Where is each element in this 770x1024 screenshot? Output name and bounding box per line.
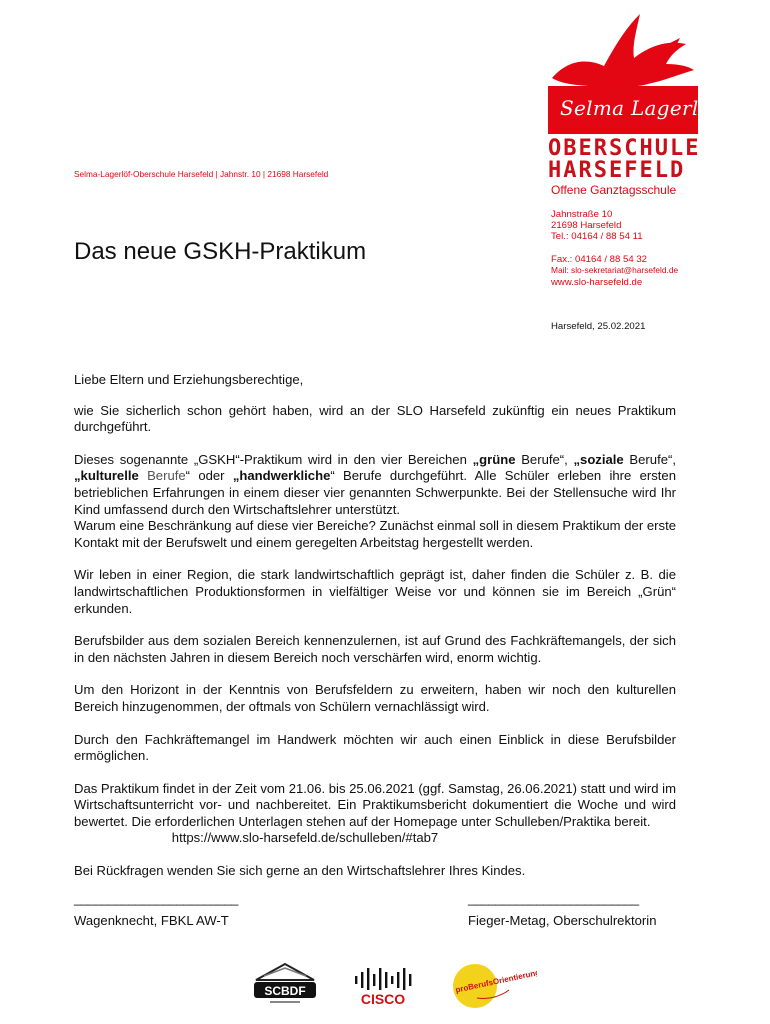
school-subtitle: Offene Ganztagsschule [551,183,677,197]
paragraph-gruen: Wir leben in einer Region, die stark landwirtschaftlich geprägt ist, daher finden die Schüler z. B. die landwirtschaftlichen Produktionsformen in vielfältiger Weise vor und können sie im Bereich „Grün“ erkunden. [74,567,676,616]
sender-line: Selma-Lagerlöf-Oberschule Harsefeld | Jahnstr. 10 | 21698 Harsefeld [74,169,329,179]
signature-line-right: _________________________ [468,891,639,906]
paragraph-intro: wie Sie sicherlich schon gehört haben, wird an der SLO Harsefeld zukünftig ein neues Praktikum durchgeführt. [74,402,676,435]
logo-line-1: OBERSCHULE [548,136,701,161]
salutation: Liebe Eltern und Erziehungsberechtige, [74,372,304,387]
school-logo [548,8,719,184]
paragraph-kultur: Um den Horizont in der Kenntnis von Berufsfeldern zu erweitern, haben wir noch den kulturellen Bereich hinzugenommen, der oftmals von Schülern vernachlässigt wird. [74,682,676,714]
paragraph-handwerk: Durch den Fachkräftemangel im Handwerk möchten wir auch einen Einblick in diese Berufsbilder ermöglichen. [74,731,676,764]
address-fax: Fax.: 04164 / 88 54 32 [551,254,648,265]
paragraph-rueckfragen: Bei Rückfragen wenden Sie sich gerne an den Wirtschaftslehrer Ihres Kindes. [74,863,526,879]
bold-gruene: „grüne [472,451,516,467]
proberufsorientierung-logo [447,960,537,1010]
cisco-logo-icon [347,966,425,1006]
address-phone: Tel.: 04164 / 88 54 11 [551,231,643,242]
signature-line-left: ________________________ [74,891,238,906]
letter-date: Harsefeld, 25.02.2021 [551,321,646,332]
scbdf-logo [250,962,320,1006]
bold-kulturelle: „kulturelle [74,468,139,484]
logo-script-text: Selma Lagerlöf [560,96,719,120]
address-email[interactable]: Mail: slo-sekretariat@harsefeld.de [551,265,679,275]
text-span: Das Praktikum findet in der Zeit vom 21.06. bis 25.06.2021 (ggf. Samstag, 26.06.2021) statt und wird im Wirtschaftsunterricht vor- und nachbereitet. Ein Praktikumsbericht dokumentiert die Woche und wird bewertet. Die erforderlichen Unterlagen stehen auf der Homepage unter Schulleben/Praktika bereit. [74,780,676,829]
text-span: Warum eine Beschränkung auf diese vier Bereiche? Zunächst einmal soll in diesem Praktikum der erste Kontakt mit der Berufswelt und einem geregelten Arbeitstag hergestellt werden. [74,518,676,550]
address-website[interactable]: www.slo-harsefeld.de [551,277,643,288]
bold-soziale: „soziale [573,451,624,467]
address-city: 21698 Harsefeld [551,220,622,231]
text-span-gray: Berufe [138,468,186,484]
text-span: Dieses sogenannte „GSKH“-Praktikum wird in den vier Bereichen [74,451,473,467]
signature-name-left: Wagenknecht, FBKL AW-T [74,913,229,928]
text-span: Berufe“, [515,451,574,467]
paragraph-zeitraum [74,781,676,847]
proberufsorientierung-logo-icon [447,960,537,1010]
logo-line-2: HARSEFELD [548,158,686,183]
bold-handwerkliche: „handwerkliche [232,468,331,484]
scbdf-logo-icon [250,962,320,1006]
paragraph-gskh [74,452,676,552]
cisco-logo [347,966,425,1006]
signature-name-right: Fieger-Metag, Oberschulrektorin [468,913,657,928]
scbdf-logo-text: SCBDF [264,984,306,998]
text-span: “ oder [185,468,233,484]
homepage-link[interactable]: https://www.slo-harsefeld.de/schulleben/#tab7 [171,830,439,846]
text-span: Berufe“, [623,451,676,467]
proberufsorientierung-logo-text: proBerufsOrientierung! [454,967,537,995]
paragraph-sozial: Berufsbilder aus dem sozialen Bereich kennenzulernen, ist auf Grund des Fachkräftemangels, der sich in den nächsten Jahren in diesem Bereich noch verschärfen wird, enorm wichtig. [74,633,676,665]
page-title: Das neue GSKH-Praktikum [74,238,367,265]
letter-body [74,372,676,880]
cisco-logo-text: CISCO [360,991,406,1006]
address-street: Jahnstraße 10 [551,209,613,220]
text-span: “ Berufe durchgeführt. Alle Schüler erleben ihre ersten betrieblichen Erfahrungen in einem dieser vier genannten Schwerpunkte. Bei der Stellensuche wird Ihr Kind umfassend durch den Wirtschaftslehrer unterstützt. [74,468,677,517]
